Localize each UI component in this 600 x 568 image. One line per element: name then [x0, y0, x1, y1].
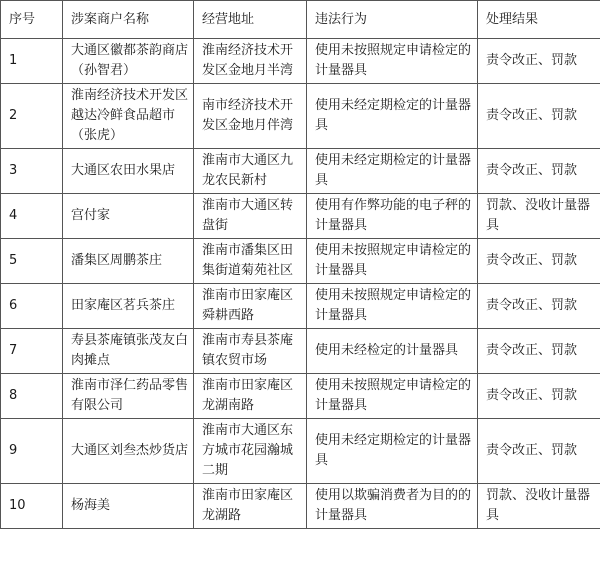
cell-no: 10	[1, 484, 63, 529]
table-row	[1, 484, 600, 529]
table-row	[1, 374, 600, 419]
cell-no: 9	[1, 419, 63, 484]
cell-violation: 使用未按照规定申请检定的计量器具	[307, 284, 478, 329]
cell-violation: 使用未经定期检定的计量器具	[307, 149, 478, 194]
header-address: 经营地址	[194, 1, 307, 39]
cell-no: 3	[1, 149, 63, 194]
cell-result: 罚款、没收计量器具	[478, 194, 600, 239]
table-row	[1, 84, 600, 149]
cell-address: 淮南市大通区东方城市花园瀚城二期	[194, 419, 307, 484]
table-row	[1, 194, 600, 239]
cell-merchant-name: 潘集区周鹏茶庄	[63, 239, 194, 284]
cell-no: 7	[1, 329, 63, 374]
cell-merchant-name: 淮南经济技术开发区越达冷鲜食品超市（张虎）	[63, 84, 194, 149]
cell-violation: 使用未经检定的计量器具	[307, 329, 478, 374]
cell-merchant-name: 杨海美	[63, 484, 194, 529]
cell-no: 6	[1, 284, 63, 329]
cell-result: 责令改正、罚款	[478, 39, 600, 84]
cell-address: 淮南经济技术开发区金地月半湾	[194, 39, 307, 84]
table-header-row	[1, 1, 600, 39]
cell-address: 淮南市大通区九龙农民新村	[194, 149, 307, 194]
cell-merchant-name: 宫付家	[63, 194, 194, 239]
header-no: 序号	[1, 1, 63, 39]
cell-no: 5	[1, 239, 63, 284]
cell-no: 2	[1, 84, 63, 149]
table-row	[1, 329, 600, 374]
cell-result: 责令改正、罚款	[478, 239, 600, 284]
cell-address: 淮南市田家庵区龙湖路	[194, 484, 307, 529]
cell-result: 责令改正、罚款	[478, 149, 600, 194]
table-row	[1, 284, 600, 329]
cell-address: 淮南市大通区转盘街	[194, 194, 307, 239]
cell-no: 4	[1, 194, 63, 239]
header-result: 处理结果	[478, 1, 600, 39]
cell-merchant-name: 大通区农田水果店	[63, 149, 194, 194]
cell-address: 淮南市潘集区田集街道菊苑社区	[194, 239, 307, 284]
cell-violation: 使用未按照规定申请检定的计量器具	[307, 239, 478, 284]
cell-merchant-name: 寿县茶庵镇张茂友白肉摊点	[63, 329, 194, 374]
table-row	[1, 239, 600, 284]
cell-address: 淮南市寿县茶庵镇农贸市场	[194, 329, 307, 374]
cell-result: 责令改正、罚款	[478, 84, 600, 149]
cell-violation: 使用未按照规定申请检定的计量器具	[307, 374, 478, 419]
cell-no: 1	[1, 39, 63, 84]
cell-result: 责令改正、罚款	[478, 329, 600, 374]
cell-violation: 使用以欺骗消费者为目的的计量器具	[307, 484, 478, 529]
cell-violation: 使用未经定期检定的计量器具	[307, 419, 478, 484]
cell-merchant-name: 田家庵区茗兵茶庄	[63, 284, 194, 329]
cell-address: 淮南市田家庵区舜耕西路	[194, 284, 307, 329]
table-row	[1, 419, 600, 484]
cell-result: 罚款、没收计量器具	[478, 484, 600, 529]
header-violation: 违法行为	[307, 1, 478, 39]
cell-violation: 使用未经定期检定的计量器具	[307, 84, 478, 149]
cell-address: 南市经济技术开发区金地月伴湾	[194, 84, 307, 149]
cell-merchant-name: 大通区刘叁杰炒货店	[63, 419, 194, 484]
cell-merchant-name: 大通区徽都茶韵商店（孙智君）	[63, 39, 194, 84]
header-merchant-name: 涉案商户名称	[63, 1, 194, 39]
cell-result: 责令改正、罚款	[478, 374, 600, 419]
cell-address: 淮南市田家庵区龙湖南路	[194, 374, 307, 419]
cell-result: 责令改正、罚款	[478, 284, 600, 329]
cell-merchant-name: 淮南市泽仁药品零售有限公司	[63, 374, 194, 419]
cell-violation: 使用有作弊功能的电子秤的计量器具	[307, 194, 478, 239]
cell-violation: 使用未按照规定申请检定的计量器具	[307, 39, 478, 84]
table-row	[1, 39, 600, 84]
cell-result: 责令改正、罚款	[478, 419, 600, 484]
cell-no: 8	[1, 374, 63, 419]
table-row	[1, 149, 600, 194]
